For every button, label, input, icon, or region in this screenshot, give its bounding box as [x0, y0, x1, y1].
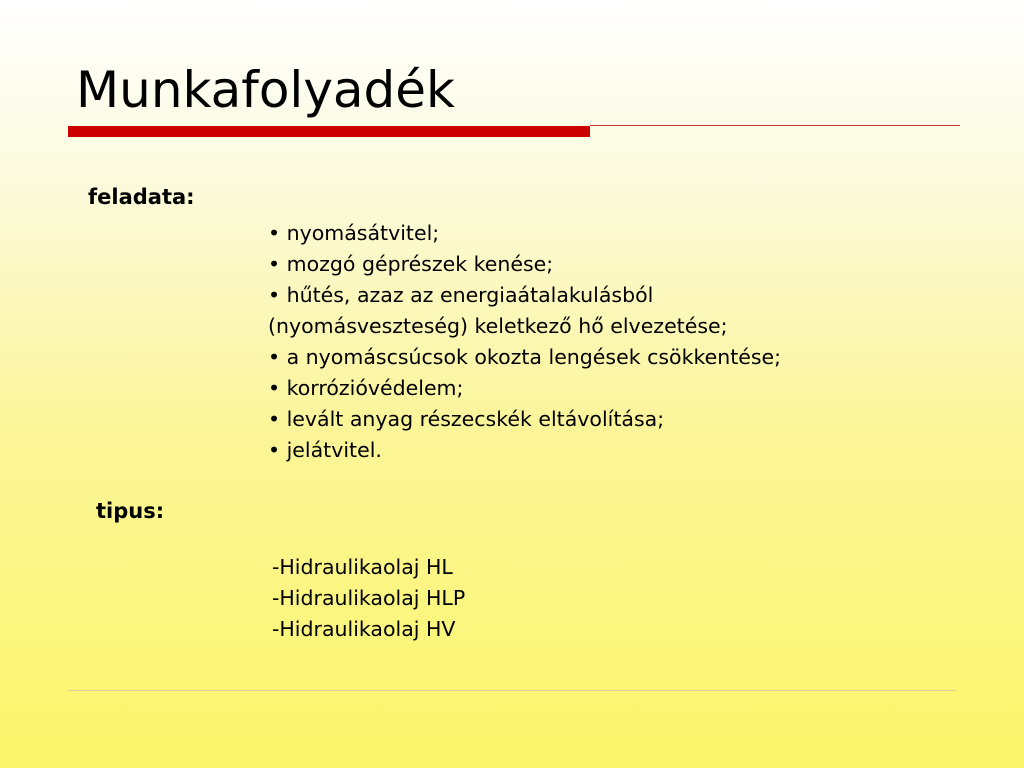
title-underline-accent: [68, 126, 590, 137]
feladata-item: • nyomásátvitel;: [268, 221, 440, 245]
feladata-item-continuation: (nyomásveszteség) keletkező hő elvezetése;: [268, 314, 728, 338]
feladata-item: • jelátvitel.: [268, 438, 382, 462]
feladata-label: feladata:: [88, 185, 195, 209]
feladata-item: • hűtés, azaz az energiaátalakulásból: [268, 283, 654, 307]
title-underline-thin: [590, 125, 960, 126]
feladata-item: • a nyomáscsúcsok okozta lengések csökkentése;: [268, 345, 782, 369]
tipus-label: tipus:: [96, 499, 165, 523]
footer-divider: [68, 690, 956, 691]
tipus-item: -Hidraulikaolaj HLP: [272, 586, 466, 610]
feladata-item: • levált anyag részecskék eltávolítása;: [268, 407, 665, 431]
feladata-list: [268, 218, 781, 466]
tipus-item: -Hidraulikaolaj HV: [272, 617, 456, 641]
feladata-item: • korrózióvédelem;: [268, 376, 464, 400]
feladata-item: • mozgó géprészek kenése;: [268, 252, 554, 276]
tipus-item: -Hidraulikaolaj HL: [272, 555, 453, 579]
slide-title: Munkafolyadék: [76, 61, 456, 119]
tipus-list: [272, 552, 465, 645]
